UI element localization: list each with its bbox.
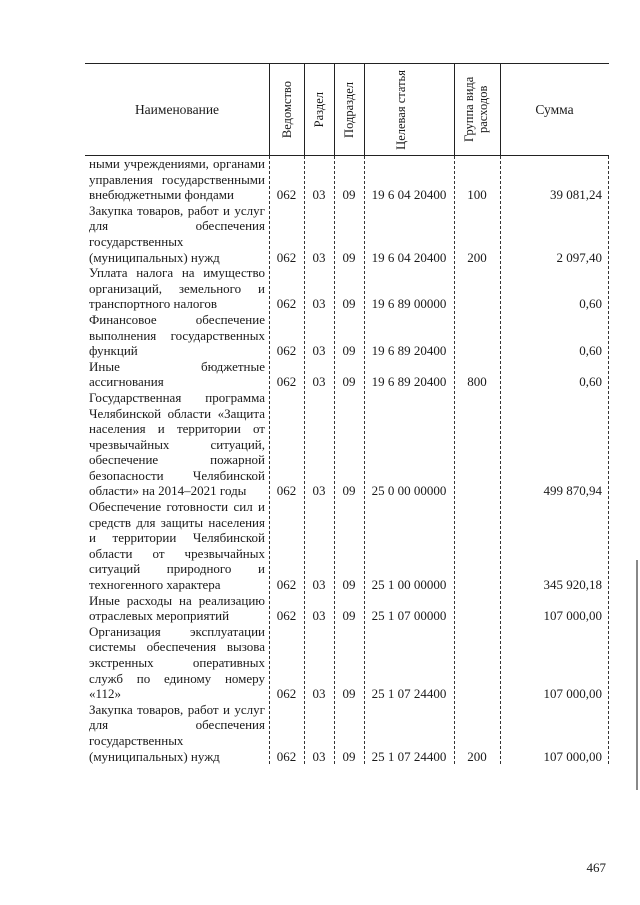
- row-podrazdel: 09: [342, 748, 356, 764]
- row-celevaya: 25 1 07 24400: [371, 748, 447, 764]
- row-vedomstvo: 062: [276, 748, 297, 764]
- row-vedomstvo: 062: [276, 343, 297, 359]
- row-podrazdel: 09: [342, 608, 356, 624]
- row-gruppa: [454, 499, 500, 593]
- header-gruppa: Группа вида расходов: [454, 64, 501, 155]
- row-celevaya: 25 1 00 00000: [371, 577, 447, 593]
- row-summa: 107 000,00: [543, 686, 602, 702]
- row-summa: 2 097,40: [556, 249, 602, 265]
- row-gruppa: [454, 593, 500, 624]
- header-podrazdel: Подраздел: [334, 64, 365, 155]
- table-row: [85, 359, 609, 390]
- table-row: [85, 390, 609, 499]
- row-razdel: 03: [312, 249, 326, 265]
- row-name: Организация эксплуатации системы обеспечения вызова экстренных оперативных служб по единому номеру «112»: [89, 623, 265, 702]
- table-row: [85, 702, 609, 764]
- row-celevaya: 25 0 00 00000: [371, 483, 447, 499]
- row-vedomstvo: 062: [276, 608, 297, 624]
- row-podrazdel: 09: [342, 686, 356, 702]
- table-header: [85, 63, 609, 156]
- table-row: [85, 203, 609, 265]
- row-vedomstvo: 062: [276, 483, 297, 499]
- row-gruppa: [454, 390, 500, 499]
- header-celevaya: Целевая статья: [364, 64, 455, 155]
- row-vedomstvo: 062: [276, 187, 297, 203]
- row-summa: 0,60: [579, 374, 602, 390]
- row-name: Государственная программа Челябинской области «Защита населения и территории от чрезвычайных ситуаций, обеспечение пожарной безопасности Челябинской области» на 2014–2021 годы: [89, 389, 265, 499]
- row-celevaya: 19 6 04 20400: [371, 187, 447, 203]
- table-row: [85, 593, 609, 624]
- header-razdel: Раздел: [304, 64, 335, 155]
- row-summa: 107 000,00: [543, 608, 602, 624]
- row-gruppa: 200: [467, 249, 487, 265]
- header-name: Наименование: [85, 64, 270, 155]
- row-gruppa: 200: [467, 748, 487, 764]
- row-razdel: 03: [312, 483, 326, 499]
- budget-table: [85, 63, 609, 764]
- row-podrazdel: 09: [342, 483, 356, 499]
- row-summa: 345 920,18: [543, 577, 602, 593]
- row-podrazdel: 09: [342, 343, 356, 359]
- row-celevaya: 19 6 04 20400: [371, 249, 447, 265]
- table-row: [85, 156, 609, 203]
- row-podrazdel: 09: [342, 187, 356, 203]
- row-gruppa: [454, 265, 500, 312]
- row-razdel: 03: [312, 343, 326, 359]
- row-gruppa: [454, 624, 500, 702]
- row-podrazdel: 09: [342, 374, 356, 390]
- row-summa: 499 870,94: [543, 483, 602, 499]
- row-podrazdel: 09: [342, 577, 356, 593]
- table-row: [85, 312, 609, 359]
- row-razdel: 03: [312, 748, 326, 764]
- table-row: [85, 499, 609, 593]
- row-name: ными учреждениями, органами управления государственными внебюджетными фондами: [89, 156, 265, 203]
- row-gruppa: 800: [467, 374, 487, 390]
- row-razdel: 03: [312, 686, 326, 702]
- table-row: [85, 265, 609, 312]
- row-name: Иные расходы на реализацию отраслевых мероприятий: [89, 592, 265, 624]
- row-vedomstvo: 062: [276, 296, 297, 312]
- row-name: Закупка товаров, работ и услуг для обеспечения государственных (муниципальных) нужд: [89, 701, 265, 764]
- row-celevaya: 19 6 89 20400: [371, 374, 447, 390]
- row-razdel: 03: [312, 296, 326, 312]
- table-body: [85, 156, 609, 764]
- page-number: 467: [586, 860, 606, 875]
- row-gruppa: 100: [467, 187, 487, 203]
- row-celevaya: 25 1 07 00000: [371, 608, 447, 624]
- row-summa: 0,60: [579, 296, 602, 312]
- scan-margin-mark: [634, 560, 638, 790]
- row-celevaya: 19 6 89 20400: [371, 343, 447, 359]
- header-vedomstvo: Ведомство: [269, 64, 305, 155]
- row-celevaya: 19 6 89 00000: [371, 296, 447, 312]
- row-name: Закупка товаров, работ и услуг для обеспечения государственных (муниципальных) нужд: [89, 202, 265, 265]
- row-vedomstvo: 062: [276, 374, 297, 390]
- table-row: [85, 624, 609, 702]
- row-podrazdel: 09: [342, 296, 356, 312]
- row-summa: 107 000,00: [543, 748, 602, 764]
- row-vedomstvo: 062: [276, 249, 297, 265]
- header-summa: Сумма: [535, 101, 574, 117]
- row-name: Уплата налога на имущество организаций, земельного и транспортного налогов: [89, 265, 265, 312]
- row-name: Иные бюджетные ассигнования: [89, 358, 265, 390]
- row-podrazdel: 09: [342, 249, 356, 265]
- row-celevaya: 25 1 07 24400: [371, 686, 447, 702]
- row-razdel: 03: [312, 577, 326, 593]
- row-gruppa: [454, 312, 500, 359]
- row-razdel: 03: [312, 608, 326, 624]
- row-summa: 0,60: [579, 343, 602, 359]
- row-razdel: 03: [312, 187, 326, 203]
- row-name: Обеспечение готовности сил и средств для защиты населения и территории Челябинской области от чрезвычайных ситуаций природного и техногенного характера: [89, 499, 265, 593]
- row-vedomstvo: 062: [276, 686, 297, 702]
- row-summa: 39 081,24: [550, 187, 602, 203]
- row-vedomstvo: 062: [276, 577, 297, 593]
- row-name: Финансовое обеспечение выполнения государственных функций: [89, 311, 265, 359]
- row-razdel: 03: [312, 374, 326, 390]
